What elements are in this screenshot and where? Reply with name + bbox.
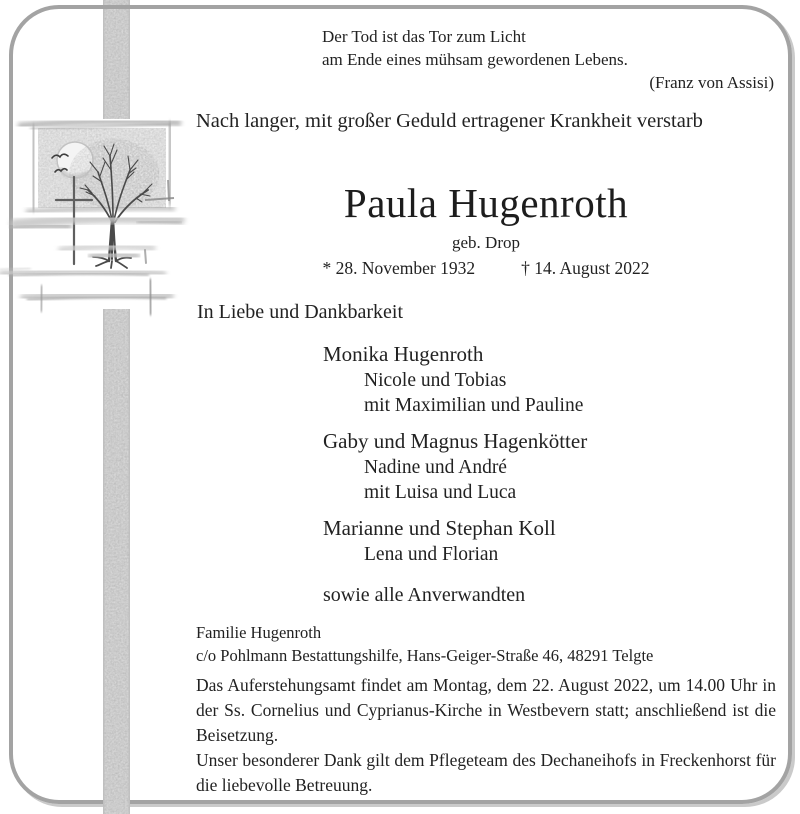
family-sub: mit Maximilian und Pauline [364, 395, 584, 416]
family-sub: Lena und Florian [364, 544, 499, 565]
sketch-bands [0, 255, 170, 314]
family-main: Gaby und Magnus Hagenkötter [323, 429, 588, 453]
quote-line-1: Der Tod ist das Tor zum Licht [322, 27, 526, 46]
birth-date: * 28. November 1932 [322, 258, 476, 278]
contact-family: Familie Hugenroth [196, 623, 322, 642]
family-group [323, 341, 743, 418]
mourners-list [323, 341, 743, 577]
quote-line-2: am Ende eines mühsam gewordenen Lebens. [322, 49, 628, 69]
service-info: Das Auferstehungsamt findet am Montag, dem 22. August 2022, um 14.00 Uhr in der Ss. Cornelius und Cyprianus-Kirche in Westbevern statt; anschließend ist die Beisetzung. [196, 675, 776, 745]
mourning-lead: In Liebe und Dankbarkeit [197, 301, 404, 323]
quote-block [322, 26, 774, 95]
memorial-artwork [0, 0, 200, 814]
ground-strokes [14, 218, 180, 263]
family-sub: Nadine und André [364, 457, 507, 478]
maiden-name: geb. Drop [452, 233, 520, 252]
tree-canopy-texture [69, 139, 159, 209]
family-main: Monika Hugenroth [323, 342, 484, 366]
contact-block [196, 621, 653, 667]
border-over-ribbon [100, 5, 133, 9]
deceased-name: Paula Hugenroth [343, 180, 629, 226]
life-dates [196, 258, 776, 279]
intro-line: Nach langer, mit großer Geduld ertragener Krankheit verstarb [196, 110, 703, 132]
family-group [323, 515, 743, 567]
family-main: Marianne und Stephan Koll [323, 516, 556, 540]
family-sub: mit Luisa und Luca [364, 482, 517, 503]
death-date: † 14. August 2022 [521, 258, 650, 278]
family-sub: Nicole und Tobias [364, 370, 507, 391]
contact-address: c/o Pohlmann Bestattungshilfe, Hans-Geiger-Straße 46, 48291 Telgte [196, 646, 654, 665]
family-group [323, 428, 743, 505]
closing-line: sowie alle Anverwandten [323, 584, 526, 606]
quote-attribution: (Franz von Assisi) [649, 73, 774, 92]
thanks-note: Unser besonderer Dank gilt dem Pflegeteam des Dechaneihofs in Freckenhorst für die liebevolle Betreuung. [196, 750, 776, 795]
